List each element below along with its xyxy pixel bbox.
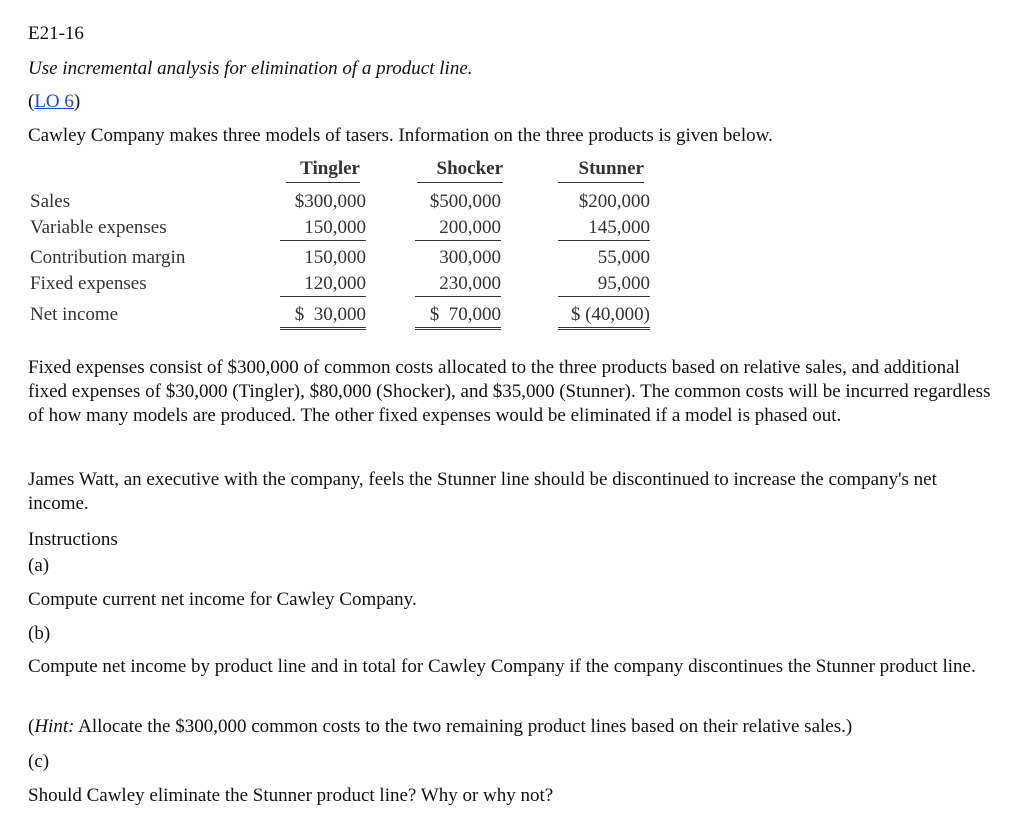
row-label-fixed-expenses: Fixed expenses [30,273,147,294]
net-income-tingler: $ 30,000 [280,303,366,330]
learning-objective-text: Use incremental analysis for elimination of a product line. [28,58,473,79]
sales-tingler: $300,000 [294,191,366,212]
row-label-sales: Sales [30,191,71,212]
hint-label: Hint: [34,716,75,737]
fixed-expenses-stunner: 95,000 [558,272,650,297]
sales-shocker: $500,000 [429,191,501,212]
lo-reference [28,90,1000,114]
variable-expenses-tingler: 150,000 [280,216,366,241]
exercise-title: E21-16 [28,23,84,44]
fixed-expenses-paragraph: Fixed expenses consist of $300,000 of common costs allocated to the three products based on relative sales, and additional fixed expenses of $30,000 (Tingler), $80,000 (Shocker), and $35,000 (Stunner). The common costs will be incurred regardless of how many models are produced. The other fixed expenses would be eliminated if a model is phased out. [28,357,991,426]
james-watt-paragraph: James Watt, an executive with the company, feels the Stunner line should be discontinued to increase the company's net income. [28,469,937,514]
question-b-label: (b) [28,623,51,644]
lo-open-paren: ( [28,91,35,112]
question-b-text: Compute net income by product line and in total for Cawley Company if the company discontinues the Stunner product line. [28,656,976,677]
fixed-expenses-shocker: 230,000 [415,272,501,297]
net-income-shocker: $ 70,000 [415,303,501,330]
instructions-heading: Instructions [28,529,118,550]
column-header-tingler: Tingler [286,157,360,183]
row-label-contribution-margin: Contribution margin [30,247,186,268]
question-a-label: (a) [28,555,50,576]
question-a-text: Compute current net income for Cawley Company. [28,589,417,610]
lo-link[interactable]: LO 6 [34,91,74,112]
contribution-margin-stunner: 55,000 [597,247,650,268]
hint-text: Allocate the $300,000 common costs to the two remaining product lines based on their relative sales.) [74,716,853,737]
variable-expenses-stunner: 145,000 [558,216,650,241]
product-income-table [30,157,660,332]
hint-line [28,715,1000,739]
column-header-shocker: Shocker [417,157,503,183]
contribution-margin-tingler: 150,000 [304,247,366,268]
intro-paragraph: Cawley Company makes three models of tasers. Information on the three products is given below. [28,125,773,146]
sales-stunner: $200,000 [578,191,650,212]
question-c-label: (c) [28,751,50,772]
variable-expenses-shocker: 200,000 [415,216,501,241]
question-c-text: Should Cawley eliminate the Stunner product line? Why or why not? [28,785,554,806]
lo-close-paren: ) [73,91,81,112]
row-label-variable-expenses: Variable expenses [30,217,167,238]
row-label-net-income: Net income [30,304,119,325]
hint-open-paren: ( [28,716,35,737]
fixed-expenses-tingler: 120,000 [280,272,366,297]
net-income-stunner: $ (40,000) [558,303,650,330]
column-header-stunner: Stunner [558,157,644,183]
contribution-margin-shocker: 300,000 [439,247,501,268]
